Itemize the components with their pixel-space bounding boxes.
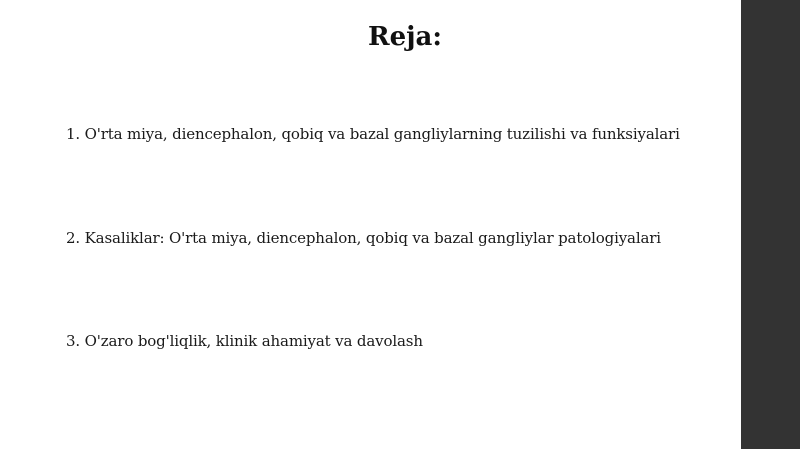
list-item-2: 2. Kasaliklar: O'rta miya, diencephalon, qobiq va bazal gangliylar patologiyalari: [66, 229, 661, 247]
side-panel: [741, 0, 800, 449]
list-item-1: 1. O'rta miya, diencephalon, qobiq va bazal gangliylarning tuzilishi va funksiyalari: [66, 125, 680, 143]
list-item-3: 3. O'zaro bog'liqlik, klinik ahamiyat va davolash: [66, 332, 423, 350]
slide-title: Reja:: [367, 22, 442, 52]
